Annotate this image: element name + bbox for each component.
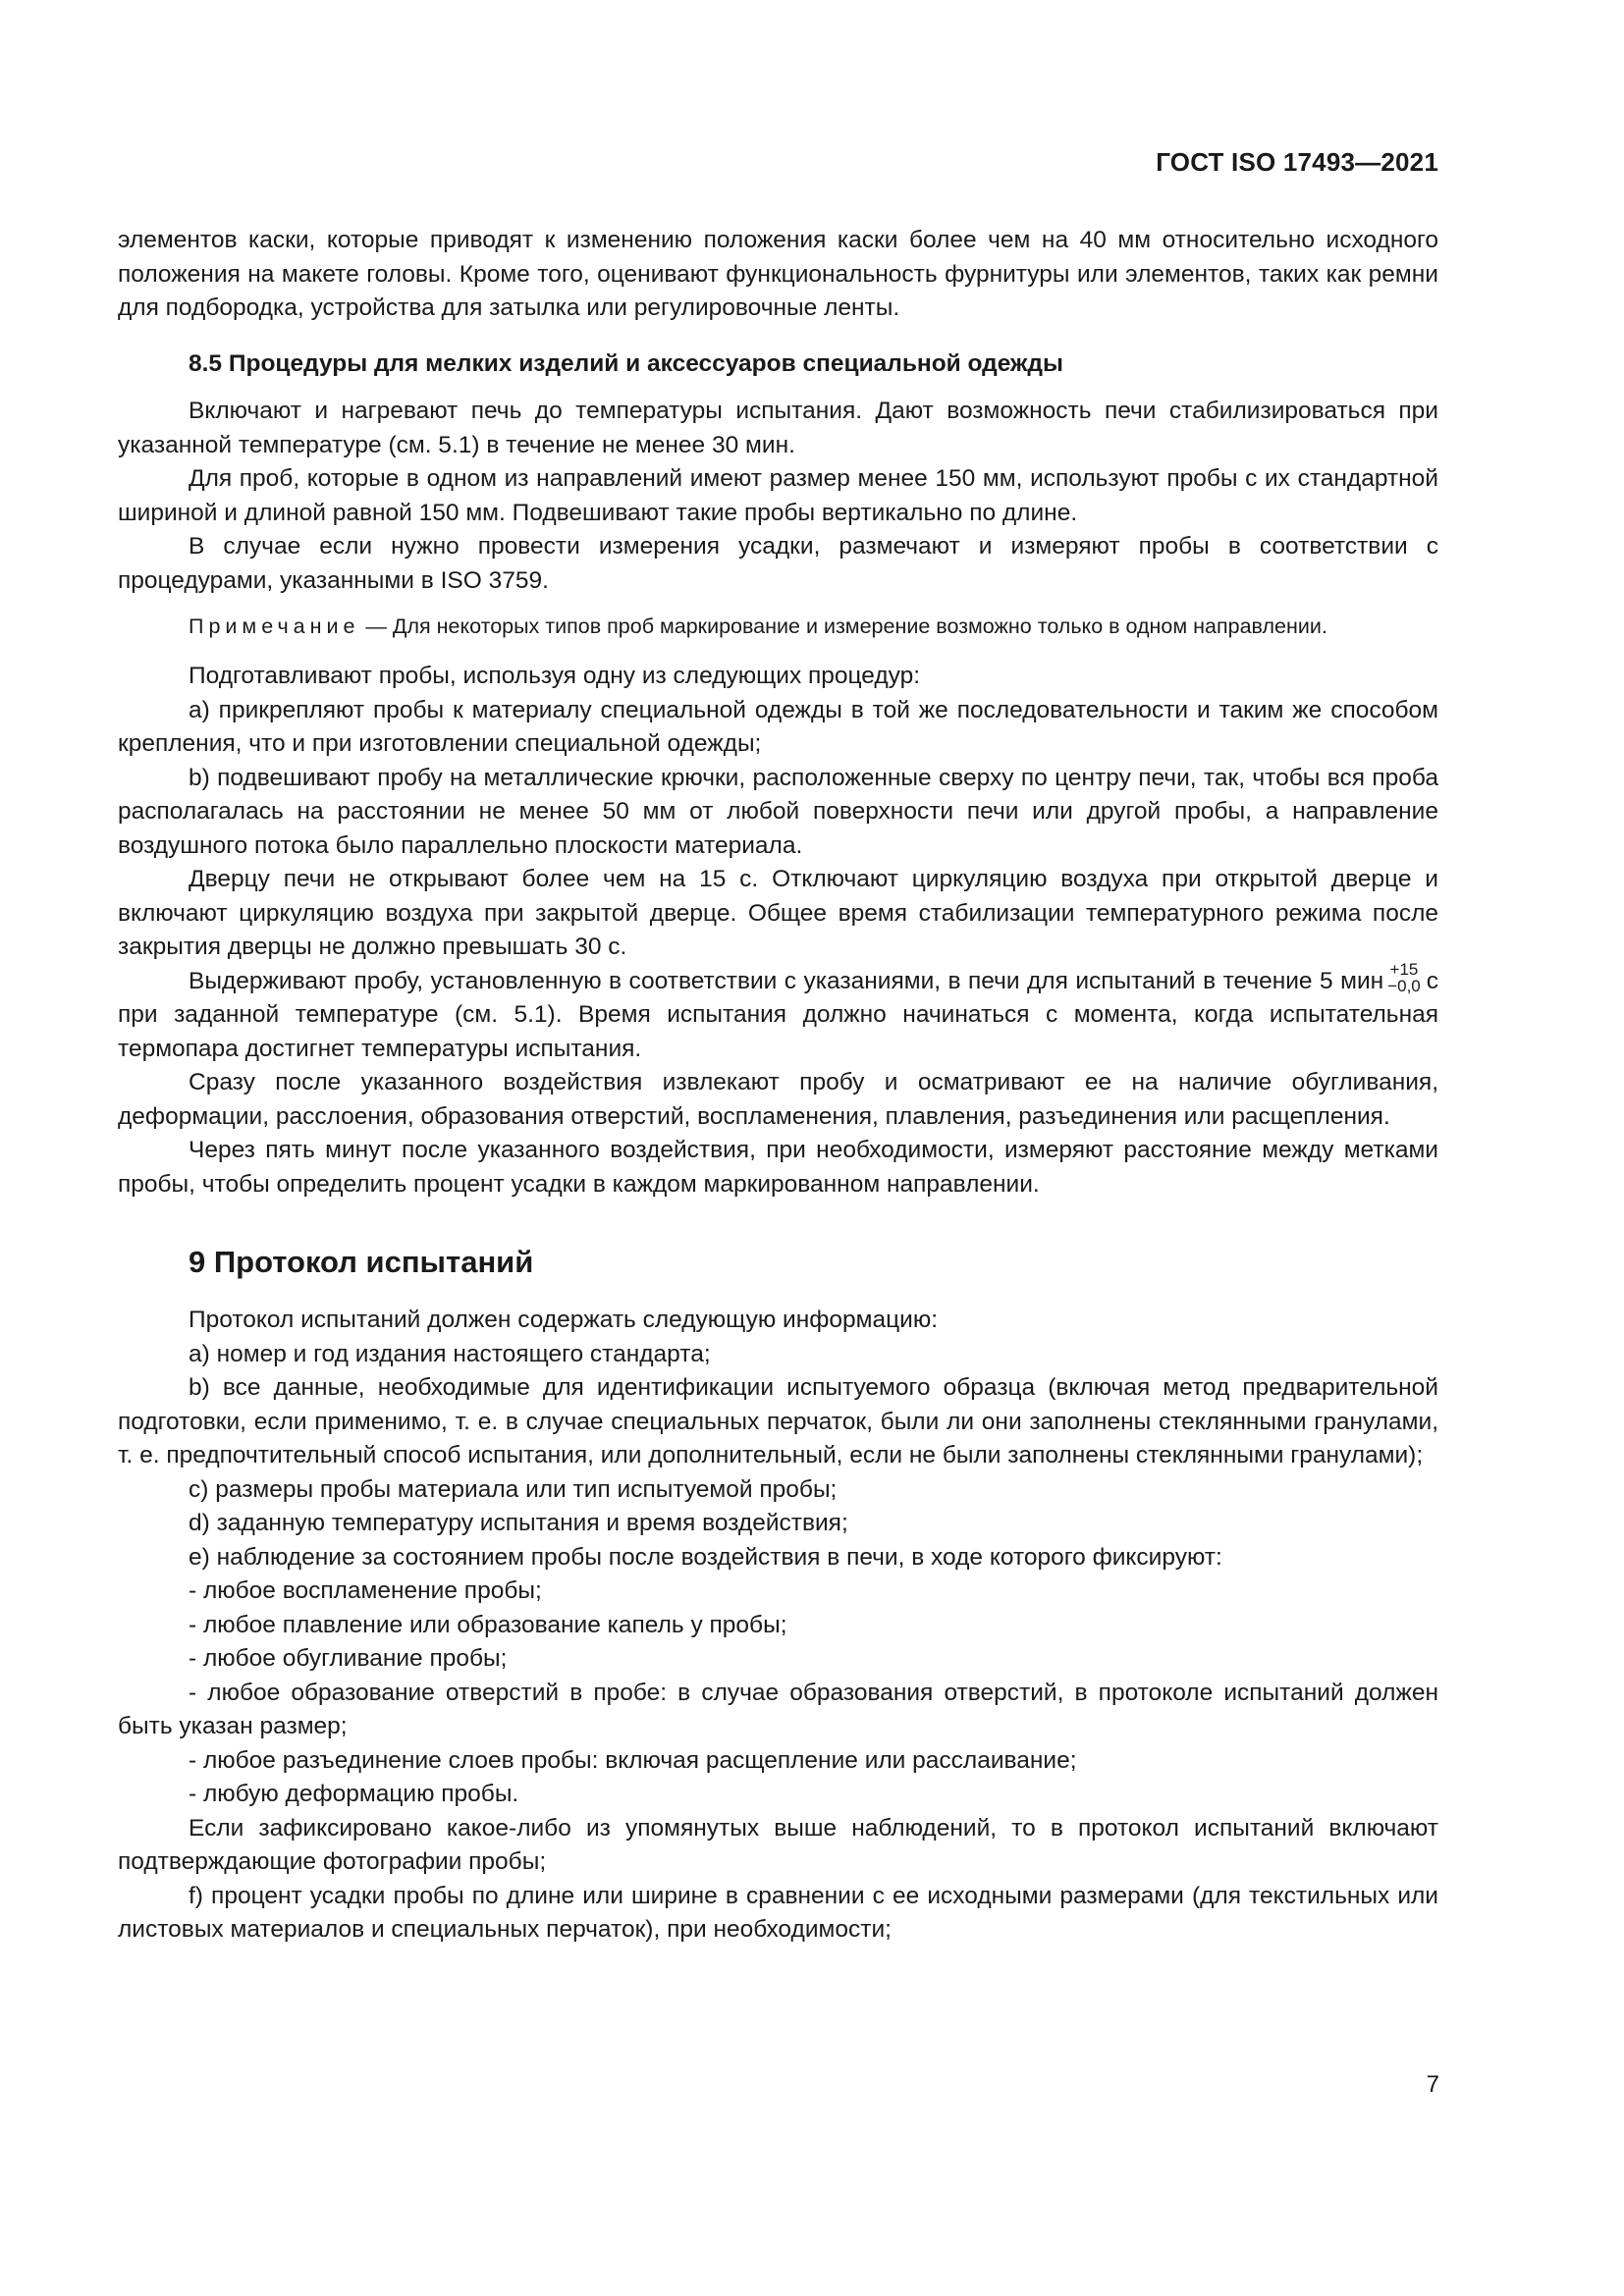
paragraph-part: с при заданной температуре (см. 5.1). Время испытания должно начинаться с момента, когда испытательная термопара достигнет температуры испытания. [118,967,1438,1062]
sub-list-item: - любое плавление или образование капель у пробы; [189,1611,787,1638]
paragraph: Подготавливают пробы, используя одну из следующих процедур: [189,663,921,689]
list-item: d) заданную температуру испытания и время воздействия; [189,1510,848,1537]
note [118,612,1438,642]
sub-list-item: - любое разъединение слоев пробы: включая расщепление или расслаивание; [189,1746,1077,1774]
paragraph-with-tolerance [118,960,1438,1067]
paragraph: В случае если нужно провести измерения усадки, размечают и измеряют пробы в соответствии с процедурами, указанными в ISO 3759. [118,533,1438,594]
paragraph: Включают и нагревают печь до температуры испытания. Дают возможность печи стабилизироваться при указанной температуре (см. 5.1) в течение не менее 30 мин. [118,398,1438,458]
sub-list-item: - любую деформацию пробы. [189,1781,519,1808]
paragraph: Дверцу печи не открывают более чем на 15 с. Отключают циркуляцию воздуха при открытой дверце и включают циркуляцию воздуха при закрытой дверце. Общее время стабилизации температурного режима после закрытия дверцы не должно превышать 30 с. [118,866,1438,960]
subsection-heading-8-5: 8.5 Процедуры для мелких изделий и аксессуаров специальной одежды [189,349,1063,377]
sub-list-item: - любое обугливание пробы; [189,1645,508,1673]
sub-list-item: - любое воспламенение пробы; [189,1577,542,1605]
paragraph: Сразу после указанного воздействия извлекают пробу и осматривают ее на наличие обугливания, деформации, расслоения, образования отверстий, воспламенения, плавления, разъединения или расщепления. [118,1069,1438,1130]
list-item: a) прикрепляют пробы к материалу специальной одежды в той же последовательности и таким же способом крепления, что и при изготовлении специальной одежды; [118,696,1438,757]
page-body [118,224,1438,1948]
sub-list-item: - любое образование отверстий в пробе: в случае образования отверстий, в протоколе испытаний должен быть указан размер; [118,1679,1438,1740]
page-number: 7 [1426,2071,1439,2098]
paragraph: Через пять минут после указанного воздействия, при необходимости, измеряют расстояние между метками пробы, чтобы определить процент усадки в каждом маркированном направлении. [118,1137,1438,1198]
paragraph-intro: элементов каски, которые приводят к изменению положения каски более чем на 40 мм относительно исходного положения на макете головы. Кроме того, оценивают функциональность фурнитуры или элементов, таких как ремни для подбородка, устройства для затылка или регулировочные ленты. [118,227,1438,321]
paragraph-part: Выдерживают пробу, установленную в соответствии с указаниями, в печи для испытаний в течение 5 мин [189,967,1384,994]
list-item: c) размеры пробы материала или тип испытуемой пробы; [189,1475,838,1503]
paragraph: Для проб, которые в одном из направлений имеют размер менее 150 мм, используют пробы с их стандартной шириной и длиной равной 150 мм. Подвешивают такие пробы вертикально по длине. [118,465,1438,526]
list-item: e) наблюдение за состоянием пробы после воздействия в печи, в ходе которого фиксируют: [189,1543,1222,1571]
section-heading-9: 9 Протокол испытаний [189,1245,534,1280]
tolerance-upper: +15 [1389,960,1419,980]
list-item: b) все данные, необходимые для идентификации испытуемого образца (включая метод предварительной подготовки, если применимо, т. е. в случае специальных перчаток, были ли они заполнены стеклянными гранулами, т. е. предпочтительный способ испытания, или дополнительный, если не были заполнены стеклянными гранулами); [118,1374,1438,1469]
list-item: a) номер и год издания настоящего стандарта; [189,1340,711,1367]
note-text: — Для некоторых типов проб маркирование и измерение возможно только в одном направлении. [359,614,1327,638]
tolerance-lower: −0,0 [1387,977,1421,996]
list-item: f) процент усадки пробы по длине или ширине в сравнении с ее исходными размерами (для текстильных или листовых материалов и специальных перчаток), при необходимости; [118,1882,1438,1944]
list-item: b) подвешивают пробу на металлические крючки, расположенные сверху по центру печи, так, чтобы вся проба располагалась на расстоянии не менее 50 мм от любой поверхности печи или другой пробы, а направление воздушного потока было параллельно плоскости материала. [118,764,1438,859]
note-label: Примечание [189,614,360,638]
paragraph: Если зафиксировано какое-либо из упомянутых выше наблюдений, то в протокол испытаний включают подтверждающие фотографии пробы; [118,1814,1438,1876]
tolerance [1387,961,1421,994]
paragraph: Протокол испытаний должен содержать следующую информацию: [189,1307,939,1334]
standard-header: ГОСТ ISO 17493—2021 [1156,147,1438,177]
